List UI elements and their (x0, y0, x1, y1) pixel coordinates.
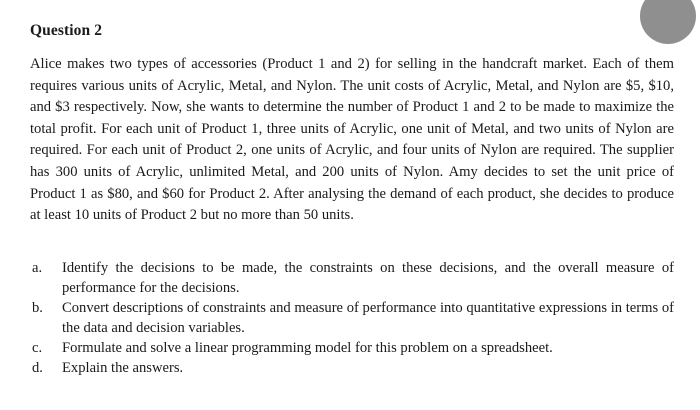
question-body: Alice makes two types of accessories (Product 1 and 2) for selling in the handcraft market. Each of them requires various units of Acrylic, Metal, and Nylon. The unit costs of Acrylic, Metal, and Nylon are $5, $10, and $3 respectively. Now, she wants to determine the number of Product 1 and 2 to be made to maximize the total profit. For each unit of Product 1, three units of Acrylic, one unit of Metal, and two units of Nylon are required. For each unit of Product 2, one units of Acrylic, and four units of Nylon are required. The supplier has 300 units of Acrylic, unlimited Metal, and 200 units of Nylon. Amy decides to set the unit price of Product 1 as $80, and $60 for Product 2. After analysing the demand of each product, she decides to produce at least 10 units of Product 2 but no more than 50 units. (30, 56, 674, 224)
question-part-a (30, 258, 674, 298)
part-d-marker: d. (32, 360, 43, 376)
part-c-marker: c. (32, 340, 43, 356)
part-b-marker: b. (32, 300, 43, 316)
question-part-d (30, 358, 674, 378)
part-a-marker: a. (32, 260, 43, 276)
question-part-c (30, 338, 674, 358)
part-a-text: Identify the decisions to be made, the constraints on these decisions, and the overall measure of performance for the decisions. (62, 260, 674, 296)
question-title: Question 2 (30, 22, 103, 39)
user-avatar[interactable] (640, 0, 696, 44)
question-parts-list (30, 258, 674, 378)
part-b-text: Convert descriptions of constraints and measure of performance into quantitative expressions in terms of the data and decision variables. (62, 300, 674, 336)
question-part-b (30, 298, 674, 338)
part-d-text: Explain the answers. (62, 360, 184, 376)
part-c-text: Formulate and solve a linear programming model for this problem on a spreadsheet. (62, 340, 553, 356)
